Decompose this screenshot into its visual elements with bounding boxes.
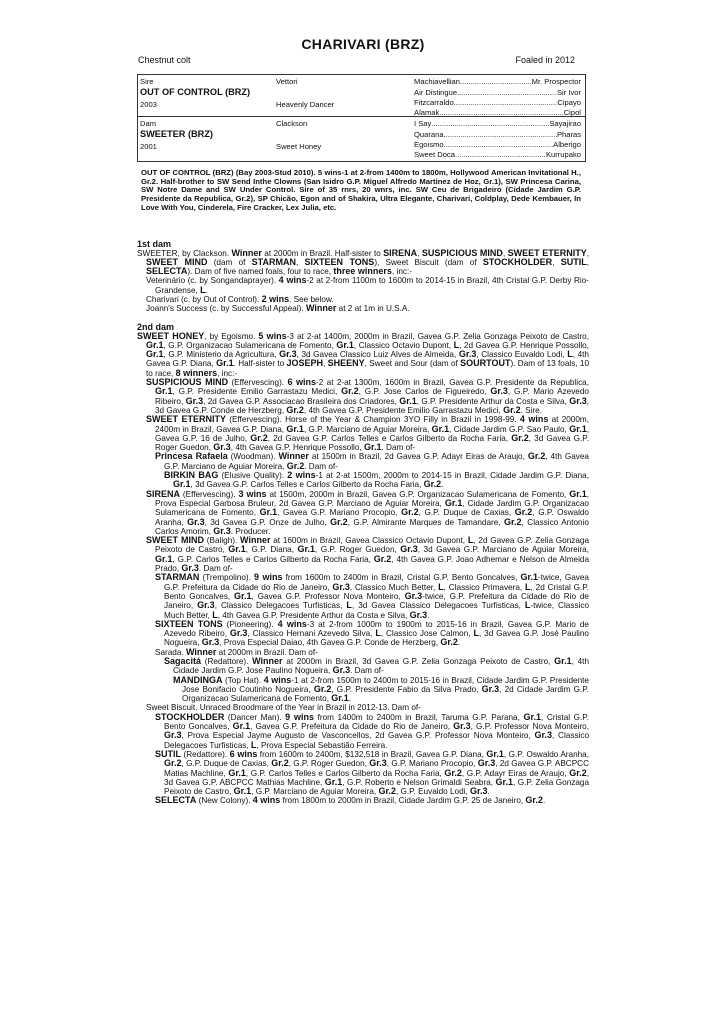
gg-row: Machiavellian ..... Mr. Prospector — [414, 77, 581, 86]
second_dam-paragraph: Princesa Rafaela (Woodman). Winner at 1500m in Brazil, 2d Gavea G.P. Adayr Eiras de Araujo, Gr.2, 4th Gavea G.P. Marciano de Aguiar Moreira, Gr.2. Dam of- — [155, 451, 589, 471]
dam-year: 2001 — [140, 142, 157, 151]
catalogue-page — [137, 36, 589, 806]
sire-label: Sire — [140, 77, 154, 86]
second_dam-paragraph: STOCKHOLDER (Dancer Man). 9 wins from 1400m to 2400m in Brazil, Taruma G.P. Parana, Gr.1, Cristal G.P. Bento Goncalves, Gr.1, Gavea G.P. Prefeitura da Cidade do Rio de Janeiro, Gr.3, G.P. Professor Nova Monteiro, Gr.3, Prova Especial Jayme Augusto de Vasconcellos, 2d Gavea G.P. Professor Nova Monteiro, Gr.3, Classico Delegacoes Turfisticas, L, Prova Especial Sebastião Ferreira. — [155, 711, 590, 750]
second_dam-paragraph: Sarada. Winner at 2000m in Brazil. Dam of- — [155, 646, 318, 657]
foaled-year: Foaled in 2012 — [515, 55, 575, 65]
first-dam-section — [137, 249, 589, 314]
second_dam-paragraph: SIRENA (Effervescing). 3 wins at 1500m, 2000m in Brazil, Gavea G.P. Organizacao Sulamericana de Fomento, Gr.1, Prova Especial Garbosa Bruleur, 2d Gavea G.P. Marciano de Aguiar Moreira, Gr.1, Cidade Jardim G.P. Organizacao Sulamericana de Fomento, Gr.1, Gavea G.P. Mariano Procopio, Gr.2, G.P. Duque de Caxias, Gr.2, G.P. Oswaldo Aranha, Gr.3, 3d Gavea G.P. Onze de Julho, Gr.2, G.P. Almirante Marques de Tamandare, Gr.2, Classico Antonio Carlos Amorim, Gr.3. Producer. — [146, 488, 589, 536]
dam-label: Dam — [140, 119, 157, 128]
pedigree-table — [137, 74, 586, 162]
second_dam-paragraph: SWEET MIND (Baligh). Winner at 1600m in Brazil, Gavea Classico Octavio Dupont, L, 2d Gavea G.P. Zelia Gonzaga Peixoto de Castro, Gr.1, G.P. Diana, Gr.1, G.P. Roger Guedon, Gr.3, 3d Gavea G.P. Marciano de Aguiar Moreira, Gr.1, G.P. Carlos Telles e Carlos Gilberto da Rocha Faria, Gr.2, 4th Gavea G.P. Joao Adhemar e Nelson de Almeida Prado, Gr.3. Dam of- — [146, 535, 590, 574]
dam-sire: Clackson — [276, 119, 308, 128]
dam-name: SWEETER (BRZ) — [140, 129, 213, 139]
gg-row: Fitzcarraldo ..... Cipayo — [414, 98, 581, 107]
sire-sire: Vettori — [276, 77, 298, 86]
gg-row: Egoismo ..... Alberigo — [414, 140, 581, 149]
second_dam-paragraph: BIRKIN BAG (Elusive Quality). 2 wins-1 at 2-at 1500m, 2000m to 2014-15 in Brazil, Cidade Jardim G.P. Diana, Gr.1, 3d Gavea G.P. Carlos Telles e Carlos Gilberto da Rocha Faria, Gr.2. — [164, 470, 590, 490]
second_dam-paragraph: MANDINGA (Top Hat). 4 wins-1 at 2-from 1500m to 2400m to 2015-16 in Brazil, Cidade Jardim G.P. Presidente Jose Bonifacio Coutinho Nogueira, Gr.2, G.P. Presidente Fabio da Silva Prado, Gr.3, 2d Cidade Jardim G.P. Organizacao Sulamericana de Fomento, Gr.1. — [173, 674, 589, 704]
second-dam-section — [137, 332, 589, 806]
second_dam-paragraph: STARMAN (Trempolino). 9 wins from 1600m to 2400m in Brazil, Cristal G.P. Bento Goncalves, Gr.1-twice, Gavea G.P. Prefeitura da Cidade do Rio de Janeiro, Gr.3, Classico Much Better, L, Classico Primavera, L, 2d Cristal G.P. Bento Goncalves, Gr.1, Gavea G.P. Professor Nova Monteiro, Gr.3-twice, G.P. Prefeitura da Cidade do Rio de Janeiro, Gr.3, Classico Delegacoes Turfisticas, L, 3d Gavea Classico Delegacoes Turfisticas, L-twice, Classico Much Better, L, 4th Gavea G.P. Presidente Arthur da Costa e Silva, Gr.3. — [155, 572, 589, 620]
gg-row: Air Distingue ..... Sir Ivor — [414, 88, 581, 97]
gg-row: I Say ..... Sayajirao — [414, 119, 581, 128]
second_dam-paragraph: SUTIL (Redattore). 6 wins from 1600m to 2400m, $132,518 in Brazil, Gavea G.P. Diana, Gr.1, G.P. Oswaldo Aranha, Gr.2, G.P. Duque de Caxias, Gr.2, G.P. Roger Guedon, Gr.3, G.P. Mariano Procopio, Gr.3, 2d Gavea G.P. ABCPCC Matias Machline, Gr.1, G.P. Carlos Telles e Carlos Gilberto da Rocha Faria, Gr.2, G.P. Adayr Eiras de Araujo, Gr.2, 3d Gavea G.P. ABCPCC Mathias Machline, Gr.1, G.P. Roberto e Nelson Grimaldi Seabra, Gr.1, G.P. Zelia Gonzaga Peixoto de Castro, Gr.1, G.P. Marciano de Aguiar Moreira, Gr.2, G.P. Euvaldo Lodi, Gr.3. — [155, 748, 590, 797]
second_dam-paragraph: SWEET HONEY, by Egoismo. 5 wins-3 at 2-at 1400m, 2000m in Brazil, Gavea G.P. Zelia Gonzaga Peixoto de Castro, Gr.1, G.P. Organizacao Sulamericana de Fomento, Gr.1, Classico Octavio Dupont, L, 2d Gavea G.P. Henrique Possollo, Gr.1, G.P. Ministerio da Agricultura, Gr.3, 3d Gavea Classico Luiz Alves de Almeida, Gr.3, Classico Euvaldo Lodi, L, 4th Gavea G.P. Diana, Gr.1. Half-sister to JOSEPH, SHEENY, Sweet and Sour (dam of SOURTOUT). Dam of 13 foals, 10 to race, 8 winners, inc:- — [137, 330, 590, 378]
second_dam-paragraph: SELECTA (New Colony). 4 wins from 1800m to 2000m in Brazil, Cidade Jardim G.P. 25 de Janeiro, Gr.2. — [155, 795, 546, 806]
sire-name: OUT OF CONTROL (BRZ) — [140, 87, 251, 97]
first_dam-paragraph: Joann's Success (c. by Successful Appeal). Winner at 2 at 1m in U.S.A. — [146, 303, 410, 314]
gg-row: Quarana ..... Pharas — [414, 130, 581, 139]
second_dam-paragraph: SIXTEEN TONS (Pioneering). 4 wins-3 at 2-from 1000m to 1900m to 2015-16 in Brazil, Gavea G.P. Mario de Azevedo Ribeiro, Gr.3, Classico Hernani Azevedo Silva, L, Classico Jose Calmon, L, 3d Gavea G.P. José Paulino Nogueira, Gr.3, Prova Especial Daiao, 4th Gavea G.P. Conde de Herzberg, Gr.2. — [155, 618, 589, 648]
gg-row: Alamak ..... Cipol — [414, 108, 581, 117]
second_dam-paragraph: Sweet Biscuit. Unraced Broodmare of the Year in Brazil in 2012-13. Dam of- — [146, 703, 421, 713]
second_dam-paragraph: SUSPICIOUS MIND (Effervescing). 6 wins-2 at 2-at 1300m, 1600m in Brazil, Gavea G.P. Presidente da Republica, Gr.1, G.P. Presidente Emilio Garrastazu Medici, Gr.2, G.P. Jose Carlos de Figueiredo, Gr.3, G.P. Mario Azevedo Ribeiro, Gr.3, 2d Gavea G.P. Associacao Brasileira dos Criadores, Gr.1, G.P. Presidente Arthur da Costa e Silva, Gr.3, 3d Gavea G.P. Conde de Herzberg, Gr.2, 4th Gavea G.P. Presidente Emilio Garrastazu Medici, Gr.2. Sire. — [146, 377, 589, 415]
first-dam-heading: 1st dam — [137, 238, 172, 249]
sex-color: Chestnut colt — [138, 55, 191, 65]
second-dam-heading: 2nd dam — [137, 321, 175, 332]
first_dam-paragraph: SWEETER, by Clackson. Winner at 2000m in Brazil. Half-sister to SIRENA, SUSPICIOUS MIND, SWEET ETERNITY, SWEET MIND (dam of STARMAN, SIXTEEN TONS), Sweet Biscuit (dam of STOCKHOLDER, SUTIL, SELECTA). Dam of five named foals, four to race, three winners, inc:- — [137, 247, 589, 277]
second_dam-paragraph: SWEET ETERNITY (Effervescing). Horse of the Year & Champion 3YO Filly in Brazil in 1998-99. 4 wins at 2000m, 2400m in Brazil, Gavea G.P. Diana, Gr.1, G.P. Marciano de Aguiar Moreira, Gr.1, Cidade Jardim G.P. Sao Paulo, Gr.1, Gavea G.P. 16 de Julho, Gr.2, 2d Gavea G.P. Carlos Telles e Carlos Gilberto da Rocha Faria, Gr.2, 3d Gavea G.P. Roger Guedon, Gr.3, 4th Gavea G.P. Henrique Possollo, Gr.1. Dam of- — [146, 414, 590, 453]
sire-dam: Heavenly Dancer — [276, 100, 335, 109]
dam-dam: Sweet Honey — [276, 142, 322, 151]
first_dam-paragraph: Veterinário (c. by Songandaprayer). 4 wins-2 at 2-from 1100m to 1600m to 2014-15 in Brazil, 4th Cristal G.P. Derby Rio-Grandense, L. — [146, 275, 590, 295]
second_dam-paragraph: Sagacitá (Redattore). Winner at 2000m in Brazil, 3d Gavea G.P. Zelia Gonzaga Peixoto de Castro, Gr.1, 4th Cidade Jardim G.P. Jose Paulino Nogueira, Gr.3. Dam of- — [164, 655, 590, 676]
first_dam-paragraph: Charivari (c. by Out of Control). 2 wins. See below. — [146, 294, 334, 304]
horse-title: CHARIVARI (BRZ) — [301, 36, 425, 52]
sire-year: 2003 — [140, 100, 157, 109]
sire-bio: OUT OF CONTROL (BRZ) (Bay 2003-Stud 2010). 5 wins-1 at 2-from 1400m to 1800m, Hollywood American Invitational H., Gr.2. Half-brother to SW Send Inthe Clowns (San Isidro G.P. Miguel Alfredo Martinez de Hoz, Gr.1), SW Princesa Carina, SW Notre Dame and SW Under Control. Sire of 35 rnrs, 20 wnrs, inc. SW Ceu de Brigadeiro (Cidade Jardim G.P. Presidente da Republica, Gr.2), SP Chicão, Egon and of Shakira, Ultra Elegante, Charivari, Coldplay, Dede Kembauer, In Love With You, Cinderela, Fire Cracker, Lex Julia, etc. — [141, 168, 581, 212]
header-subline — [137, 55, 589, 69]
gg-row: Sweet Doca ..... Kurrupako — [414, 150, 581, 159]
